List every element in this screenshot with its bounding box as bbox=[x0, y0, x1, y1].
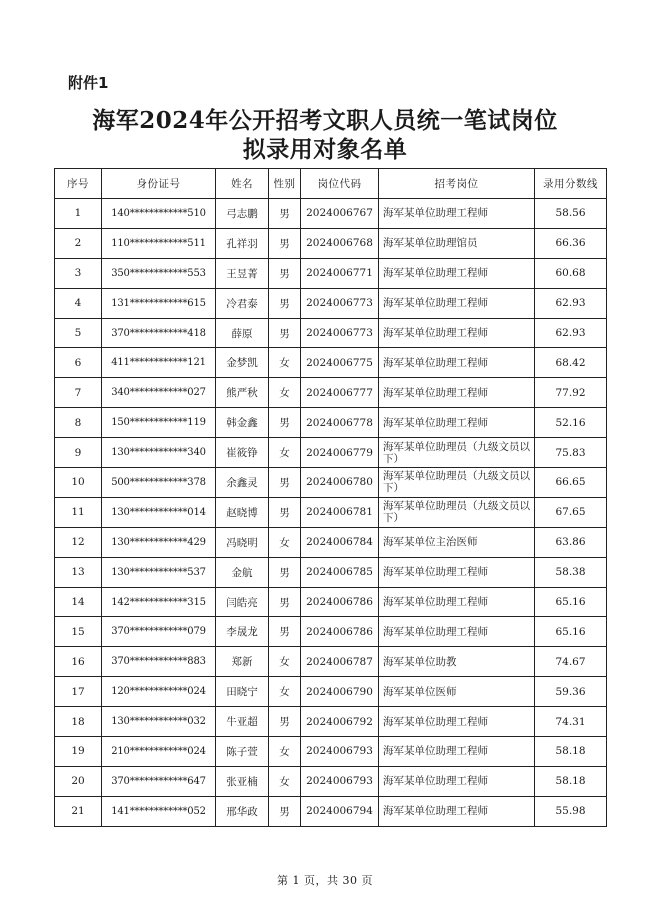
cell-score-line: 66.36 bbox=[535, 228, 607, 258]
cell-seq: 10 bbox=[55, 468, 102, 498]
cell-post: 海军某单位助理工程师 bbox=[379, 796, 535, 826]
table-row bbox=[55, 228, 607, 258]
cell-id-number: 210************024 bbox=[102, 737, 216, 767]
cell-post: 海军某单位助理工程师 bbox=[379, 557, 535, 587]
cell-post: 海军某单位助理工程师 bbox=[379, 348, 535, 378]
cell-score-line: 77.92 bbox=[535, 378, 607, 408]
cell-score-line: 65.16 bbox=[535, 617, 607, 647]
cell-gender: 男 bbox=[269, 557, 301, 587]
cell-seq: 13 bbox=[55, 557, 102, 587]
table-row bbox=[55, 677, 607, 707]
table-row bbox=[55, 438, 607, 468]
cell-post-code: 2024006784 bbox=[301, 527, 379, 557]
cell-gender: 男 bbox=[269, 318, 301, 348]
cell-post-code: 2024006793 bbox=[301, 737, 379, 767]
cell-score-line: 52.16 bbox=[535, 408, 607, 438]
cell-name: 赵晓博 bbox=[216, 497, 269, 527]
cell-seq: 19 bbox=[55, 737, 102, 767]
cell-id-number: 370************647 bbox=[102, 766, 216, 796]
cell-score-line: 59.36 bbox=[535, 677, 607, 707]
cell-id-number: 500************378 bbox=[102, 468, 216, 498]
cell-post-code: 2024006793 bbox=[301, 766, 379, 796]
cell-seq: 12 bbox=[55, 527, 102, 557]
cell-seq: 15 bbox=[55, 617, 102, 647]
cell-name: 张亚楠 bbox=[216, 766, 269, 796]
cell-post-code: 2024006778 bbox=[301, 408, 379, 438]
cell-post-code: 2024006771 bbox=[301, 258, 379, 288]
cell-post: 海军某单位助教 bbox=[379, 647, 535, 677]
cell-post: 海军某单位助理工程师 bbox=[379, 199, 535, 229]
table-row bbox=[55, 647, 607, 677]
cell-post: 海军某单位助理工程师 bbox=[379, 258, 535, 288]
cell-post-code: 2024006787 bbox=[301, 647, 379, 677]
cell-gender: 男 bbox=[269, 288, 301, 318]
cell-seq: 6 bbox=[55, 348, 102, 378]
cell-score-line: 58.18 bbox=[535, 737, 607, 767]
cell-post: 海军某单位助理工程师 bbox=[379, 378, 535, 408]
cell-id-number: 370************883 bbox=[102, 647, 216, 677]
cell-post-code: 2024006767 bbox=[301, 199, 379, 229]
cell-gender: 男 bbox=[269, 228, 301, 258]
table-row bbox=[55, 796, 607, 826]
cell-name: 李晟龙 bbox=[216, 617, 269, 647]
cell-name: 牛亚超 bbox=[216, 707, 269, 737]
cell-name: 闫皓亮 bbox=[216, 587, 269, 617]
cell-score-line: 62.93 bbox=[535, 318, 607, 348]
table-row bbox=[55, 617, 607, 647]
table-row bbox=[55, 258, 607, 288]
cell-post: 海军某单位主治医师 bbox=[379, 527, 535, 557]
cell-gender: 男 bbox=[269, 796, 301, 826]
cell-gender: 女 bbox=[269, 647, 301, 677]
cell-score-line: 65.16 bbox=[535, 587, 607, 617]
header-seq: 序号 bbox=[55, 169, 102, 199]
cell-score-line: 74.67 bbox=[535, 647, 607, 677]
cell-seq: 18 bbox=[55, 707, 102, 737]
cell-id-number: 370************079 bbox=[102, 617, 216, 647]
cell-post-code: 2024006786 bbox=[301, 587, 379, 617]
table-row bbox=[55, 199, 607, 229]
cell-score-line: 68.42 bbox=[535, 348, 607, 378]
cell-gender: 女 bbox=[269, 527, 301, 557]
cell-post: 海军某单位助理工程师 bbox=[379, 617, 535, 647]
cell-post-code: 2024006773 bbox=[301, 288, 379, 318]
cell-seq: 11 bbox=[55, 497, 102, 527]
table-row bbox=[55, 557, 607, 587]
table-row bbox=[55, 468, 607, 498]
cell-id-number: 130************340 bbox=[102, 438, 216, 468]
cell-post: 海军某单位助理工程师 bbox=[379, 288, 535, 318]
cell-gender: 女 bbox=[269, 348, 301, 378]
cell-name: 冷君泰 bbox=[216, 288, 269, 318]
cell-seq: 14 bbox=[55, 587, 102, 617]
cell-id-number: 140************510 bbox=[102, 199, 216, 229]
candidate-table bbox=[54, 168, 607, 827]
cell-gender: 男 bbox=[269, 408, 301, 438]
cell-post-code: 2024006780 bbox=[301, 468, 379, 498]
cell-seq: 16 bbox=[55, 647, 102, 677]
cell-post: 海军某单位助理员（九级文员以下） bbox=[379, 497, 535, 527]
cell-name: 郑新 bbox=[216, 647, 269, 677]
cell-name: 冯晓明 bbox=[216, 527, 269, 557]
cell-gender: 男 bbox=[269, 617, 301, 647]
cell-gender: 女 bbox=[269, 438, 301, 468]
cell-score-line: 58.38 bbox=[535, 557, 607, 587]
table-row bbox=[55, 348, 607, 378]
cell-gender: 女 bbox=[269, 737, 301, 767]
table-row bbox=[55, 587, 607, 617]
cell-score-line: 63.86 bbox=[535, 527, 607, 557]
cell-name: 王昱菁 bbox=[216, 258, 269, 288]
cell-id-number: 131************615 bbox=[102, 288, 216, 318]
cell-id-number: 120************024 bbox=[102, 677, 216, 707]
table-row bbox=[55, 408, 607, 438]
table-row bbox=[55, 378, 607, 408]
cell-post-code: 2024006786 bbox=[301, 617, 379, 647]
table-row bbox=[55, 527, 607, 557]
cell-id-number: 130************429 bbox=[102, 527, 216, 557]
table-row bbox=[55, 288, 607, 318]
cell-id-number: 142************315 bbox=[102, 587, 216, 617]
cell-post: 海军某单位助理工程师 bbox=[379, 707, 535, 737]
cell-post: 海军某单位助理工程师 bbox=[379, 766, 535, 796]
cell-post-code: 2024006794 bbox=[301, 796, 379, 826]
cell-post: 海军某单位助理工程师 bbox=[379, 318, 535, 348]
cell-score-line: 62.93 bbox=[535, 288, 607, 318]
cell-name: 金梦凯 bbox=[216, 348, 269, 378]
cell-score-line: 74.31 bbox=[535, 707, 607, 737]
table-row bbox=[55, 318, 607, 348]
cell-post-code: 2024006790 bbox=[301, 677, 379, 707]
cell-score-line: 75.83 bbox=[535, 438, 607, 468]
cell-gender: 男 bbox=[269, 199, 301, 229]
page-footer: 第 1 页，共 30 页 bbox=[277, 874, 373, 887]
cell-name: 弓志鹏 bbox=[216, 199, 269, 229]
cell-post-code: 2024006779 bbox=[301, 438, 379, 468]
table-row bbox=[55, 497, 607, 527]
header-gender: 性别 bbox=[269, 169, 301, 199]
table-row bbox=[55, 766, 607, 796]
cell-post-code: 2024006775 bbox=[301, 348, 379, 378]
cell-name: 邢华政 bbox=[216, 796, 269, 826]
cell-id-number: 370************418 bbox=[102, 318, 216, 348]
cell-name: 崔筱铮 bbox=[216, 438, 269, 468]
cell-post: 海军某单位助理馆员 bbox=[379, 228, 535, 258]
cell-id-number: 130************014 bbox=[102, 497, 216, 527]
cell-name: 熊严秋 bbox=[216, 378, 269, 408]
document-title-line1: 海军2024年公开招考文职人员统一笔试岗位 bbox=[92, 107, 558, 134]
cell-score-line: 67.65 bbox=[535, 497, 607, 527]
header-score-line: 录用分数线 bbox=[535, 169, 607, 199]
cell-name: 余鑫灵 bbox=[216, 468, 269, 498]
cell-seq: 9 bbox=[55, 438, 102, 468]
cell-score-line: 55.98 bbox=[535, 796, 607, 826]
cell-score-line: 58.18 bbox=[535, 766, 607, 796]
cell-post-code: 2024006792 bbox=[301, 707, 379, 737]
cell-score-line: 60.68 bbox=[535, 258, 607, 288]
cell-gender: 男 bbox=[269, 497, 301, 527]
cell-score-line: 66.65 bbox=[535, 468, 607, 498]
cell-id-number: 141************052 bbox=[102, 796, 216, 826]
cell-gender: 女 bbox=[269, 677, 301, 707]
cell-seq: 7 bbox=[55, 378, 102, 408]
table-row bbox=[55, 707, 607, 737]
cell-name: 薛原 bbox=[216, 318, 269, 348]
cell-id-number: 130************032 bbox=[102, 707, 216, 737]
cell-gender: 女 bbox=[269, 378, 301, 408]
cell-id-number: 411************121 bbox=[102, 348, 216, 378]
cell-name: 陈子萱 bbox=[216, 737, 269, 767]
cell-seq: 1 bbox=[55, 199, 102, 229]
cell-name: 田晓宁 bbox=[216, 677, 269, 707]
cell-post-code: 2024006785 bbox=[301, 557, 379, 587]
cell-post-code: 2024006773 bbox=[301, 318, 379, 348]
cell-post: 海军某单位助理员（九级文员以下） bbox=[379, 438, 535, 468]
cell-score-line: 58.56 bbox=[535, 199, 607, 229]
cell-gender: 男 bbox=[269, 468, 301, 498]
cell-post-code: 2024006768 bbox=[301, 228, 379, 258]
cell-gender: 男 bbox=[269, 587, 301, 617]
cell-seq: 3 bbox=[55, 258, 102, 288]
header-name: 姓名 bbox=[216, 169, 269, 199]
table-row bbox=[55, 737, 607, 767]
cell-seq: 5 bbox=[55, 318, 102, 348]
cell-post-code: 2024006781 bbox=[301, 497, 379, 527]
header-post: 招考岗位 bbox=[379, 169, 535, 199]
cell-gender: 女 bbox=[269, 766, 301, 796]
attachment-label: 附件1 bbox=[68, 74, 109, 92]
cell-name: 韩金鑫 bbox=[216, 408, 269, 438]
cell-id-number: 340************027 bbox=[102, 378, 216, 408]
cell-id-number: 150************119 bbox=[102, 408, 216, 438]
cell-seq: 8 bbox=[55, 408, 102, 438]
cell-id-number: 110************511 bbox=[102, 228, 216, 258]
cell-id-number: 130************537 bbox=[102, 557, 216, 587]
cell-seq: 2 bbox=[55, 228, 102, 258]
cell-post: 海军某单位助理工程师 bbox=[379, 587, 535, 617]
cell-seq: 21 bbox=[55, 796, 102, 826]
cell-gender: 男 bbox=[269, 707, 301, 737]
cell-id-number: 350************553 bbox=[102, 258, 216, 288]
cell-post: 海军某单位医师 bbox=[379, 677, 535, 707]
cell-post: 海军某单位助理工程师 bbox=[379, 408, 535, 438]
document-title-line2: 拟录用对象名单 bbox=[242, 136, 408, 163]
cell-name: 孔祥羽 bbox=[216, 228, 269, 258]
cell-post: 海军某单位助理工程师 bbox=[379, 737, 535, 767]
cell-name: 金航 bbox=[216, 557, 269, 587]
cell-seq: 4 bbox=[55, 288, 102, 318]
cell-seq: 20 bbox=[55, 766, 102, 796]
cell-post: 海军某单位助理员（九级文员以下） bbox=[379, 468, 535, 498]
cell-post-code: 2024006777 bbox=[301, 378, 379, 408]
header-id-number: 身份证号 bbox=[102, 169, 216, 199]
table-header-row bbox=[55, 169, 607, 199]
cell-seq: 17 bbox=[55, 677, 102, 707]
cell-gender: 男 bbox=[269, 258, 301, 288]
header-post-code: 岗位代码 bbox=[301, 169, 379, 199]
